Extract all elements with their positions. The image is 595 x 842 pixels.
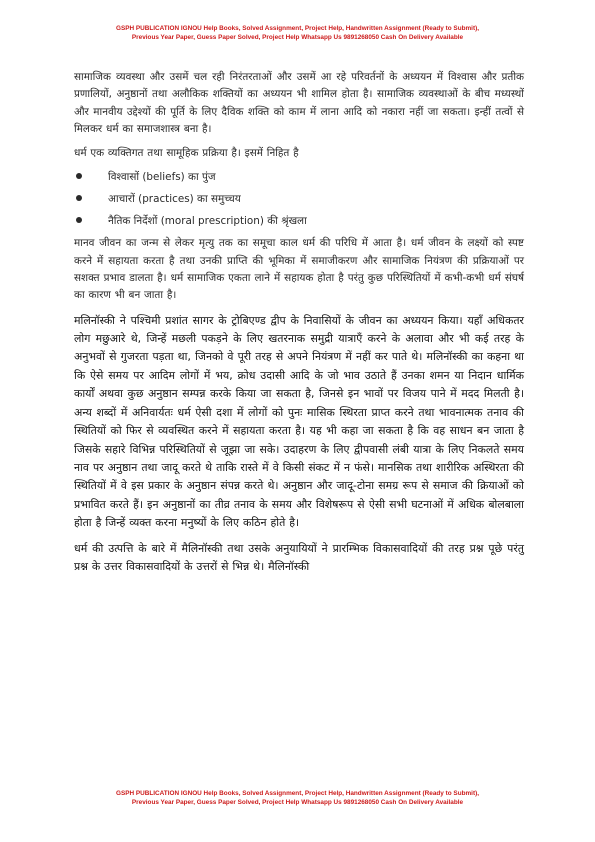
bullet-icon [76, 195, 82, 201]
religion-components-list [74, 166, 524, 232]
list-item [74, 166, 524, 188]
paragraph-malinowski-trobriand: मलिनॉस्की ने पश्चिमी प्रशांत सागर के ट्रोबिएण्ड द्वीप के निवासियों के जीवन का अध्ययन किया। यहाँ अधिकतर लोग मछुआरे थे, जिन्हें मछली पकड़ने के लिए खतरनाक समुद्री यात्राएँ करने के अलावा और भी कई तरह के अनुभवों से गुजरता पड़ता था, जिनको वे पूरी तरह से अपने नियंत्रण में नहीं कर पाते थे। मलिनॉस्की का कहना था कि ऐसे समय पर आदिम लोगों में भय, क्रोध उदासी आदि के जो भाव उठाते हैं उनका शमन या निदान धार्मिक कार्यों अथवा कुछ अनुष्ठान सम्पन्न करके किया जा सकता है, जिनसे इन भावों पर विजय पाने में मदद मिलती है। अन्य शब्दों में अनिवार्यतः धर्म ऐसी दशा में लोगों को पुनः मासिक स्थिरता प्राप्त करने तथा भावनात्मक तनाव की स्थितियों को फिर से व्यवस्थित करने में सहायता करता है। यह भी कहा जा सकता है कि वह साधन बन जाता है जिसके सहारे विभिन्न परिस्थितियों से जूझा जा सके। उदाहरण के लिए द्वीपवासी लंबी यात्रा के लिए निकलते समय नाव पर अनुष्ठान तथा जादू करते थे ताकि रास्ते में वे किसी संकट में न फंसे। मानसिक तथा शारीरिक अस्थिरता की स्थितियों में वे इस प्रकार के अनुष्ठान संपन्न करते थे। अनुष्ठान और जादू-टोना समग्र रूप से समाज की क्रियाओं को प्रभावित करते हैं। इन अनुष्ठानों का तीव्र तनाव के समय और विशेषरूप से ऐसी सभी घटनाओं में अधिक बोलबाला होता है जिन्हें व्यक्त करना मनुष्यों के लिए कठिन होते है। [74, 313, 524, 530]
page-footer [20, 789, 575, 807]
header-line-2: Previous Year Paper, Guess Paper Solved, Project Help Whatsapp Us 9891268050 Cash On Delivery Available [131, 34, 464, 41]
list-item [74, 188, 524, 210]
page-content [74, 69, 524, 583]
paragraph-origin-of-religion: धर्म की उत्पत्ति के बारे में मैलिनॉस्की तथा उसके अनुयायियों ने प्रारम्भिक विकासवादियों की तरह प्रश्न पूछे परंतु प्रश्न के उत्तर विकासवादियों के उत्तरों से भिन्न थे। मैलिनॉस्की [74, 541, 524, 573]
header-line-1: GSPH PUBLICATION IGNOU Help Books, Solved Assignment, Project Help, Handwritten Assignment (Ready to Submit), [115, 25, 479, 32]
paragraph-sociology-of-religion: सामाजिक व्यवस्था और उसमें चल रही निरंतरताओं और उसमें आ रहे परिवर्तनों के अध्ययन में विश्वास और प्रतीक प्रणालियों, अनुष्ठानों तथा अलौकिक शक्तियों का अध्ययन भी शामिल होता है। सामाजिक व्यवस्थाओं के बीच मध्यस्थों और मानवीय उद्देश्यों की पूर्ति के लिए दैविक शक्ति को काम में लाना आदि को नकारा नहीं जा सकता। इन्हीं तत्वों से मिलकर धर्म का समाजशास्त्र बना है। [74, 71, 524, 135]
page-header [20, 24, 575, 42]
footer-line-2: Previous Year Paper, Guess Paper Solved, Project Help Whatsapp Us 9891268050 Cash On Delivery Available [131, 799, 464, 806]
paragraph-life-cycle: मानव जीवन का जन्म से लेकर मृत्यु तक का समूचा काल धर्म की परिधि में आता है। धर्म जीवन के लक्ष्यों को स्पष्ट करने में सहायता करता है तथा उनकी प्राप्ति की भूमिका में समाजीकरण और सामाजिक नियंत्रण की प्रक्रियाओं पर सशक्त प्रभाव डालता है। धर्म सामाजिक एकता लाने में सहायक होता है परंतु कुछ परिस्थितियों में कभी-कभी धर्म संघर्ष का कारण भी बन जाता है। [74, 237, 524, 302]
footer-line-1: GSPH PUBLICATION IGNOU Help Books, Solved Assignment, Project Help, Handwritten Assignment (Ready to Submit), [115, 790, 479, 797]
list-item [74, 210, 524, 232]
list-item-text: विश्वासों (beliefs) का पुंज [108, 171, 216, 184]
list-item-text: आचारों (practices) का समुच्चय [108, 193, 241, 206]
paragraph-religion-process: धर्म एक व्यक्तिगत तथा सामूहिक प्रक्रिया है। इसमें निहित है [74, 147, 299, 160]
list-item-text: नैतिक निर्देशों (moral prescription) की श्रृंखला [108, 215, 307, 228]
bullet-icon [76, 217, 82, 223]
bullet-icon [76, 173, 82, 179]
